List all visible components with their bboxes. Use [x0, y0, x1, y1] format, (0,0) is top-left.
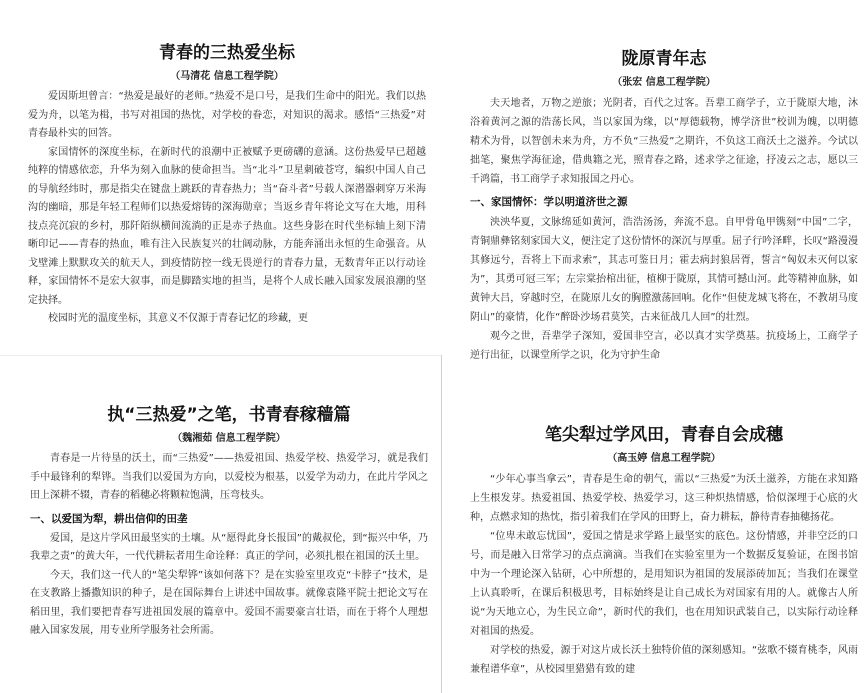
article-title: 执“三热爱”之笔，书青春稼穑篇 — [107, 405, 351, 425]
article-paragraph: 夫天地者，万物之逆旅；光阴者，百代之过客。吾辈工商学子，立于陇原大地，沐浴着黄河之源的浩荡长风，当以家国为缘，以“厚德载物，博学济世”校训为魄，以明德精术为骨，以智创未来为舟，方不负“三热爱”之期许，不负这工商沃土之滋养。今试以拙笔，聚焦学海征途，借典籍之光，照青春之路，述求学之征途，抒凌云之志，愿以三千鸿篇，书工商学子求知报国之丹心。 — [470, 98, 858, 185]
article-paragraph: “少年心事当拿云”，青春是生命的朝气，需以“三热爱”为沃土滋养，方能在求知路上生根发芽。热爱祖国、热爱学校、热爱学习，这三种炽热情感，恰似深埋于心底的火种，点燃求知的热忱，指引着我们在学风的田野上，奋力耕耘，静待青春抽穗扬花。 — [470, 474, 858, 523]
section-heading: 一、以爱国为犁，耕出信仰的田垄 — [30, 512, 188, 525]
article-page-2 — [470, 44, 858, 361]
article-paragraph: 家国情怀的深度坐标，在新时代的浪潮中正被赋予更磅礴的意涵。这份热爱早已超越纯粹的情感依恋，升华为刻入血脉的使命担当。当“北斗”卫星刺破苍穹，编织中国人自己的导航经纬时，那是指尖在键盘上跳跃的青春热力；当“奋斗者”号载人深潜器刺穿万米海沟的幽暗，那是年轻工程师们以热爱熔铸的深海勋章；当返乡青年将论文写在大地，用科技点亮沉寂的乡村，那阡陌纵横间流淌的正是赤子热血。这些身影在时代坐标轴上刻下清晰印记——青春的热血，唯有注入民族复兴的壮阔动脉，方能奔涌出永恒的生命强音。从戈壁滩上默默攻关的航天人，到疫情防控一线无畏逆行的青春力量，无数青年正以行动诠释，家国情怀不是宏大叙事，而是脚踏实地的担当，是将个人成长融入国家发展浪潮的坚定抉择。 — [28, 146, 426, 306]
article-title: 陇原青年志 — [621, 49, 707, 69]
section-heading: 一、家国情怀：学以明道济世之源 — [470, 196, 628, 208]
article-byline: （高玉婷 信息工程学院） — [607, 453, 721, 464]
article-paragraph: 校园时光的温度坐标，其意义不仅源于青春记忆的珍藏，更 — [48, 313, 308, 324]
article-page-3 — [30, 400, 428, 690]
article-paragraph: 泱泱华夏，文脉绵延如黄河，浩浩汤汤，奔流不息。自甲骨龟甲镌刻“中国”二字，青铜鼎彝铭刻家国大义，便注定了这份情怀的深沉与厚重。屈子行吟泽畔，长叹“路漫漫其修远兮，吾将上下而求索”，其志可鉴日月；霍去病封狼居胥，誓言“匈奴未灭何以家为”，其勇可冠三军；左宗棠抬棺出征，植柳于陇原，其情可撼山河。此等精神血脉，如黄钟大吕，穿越时空，在陇原儿女的胸膛激荡回响。化作“但使龙城飞将在，不教胡马度阴山”的豪情，化作“醉卧沙场君莫笑，古来征战几人回”的壮烈。 — [470, 217, 858, 323]
article-byline: （魏湘茹 信息工程学院） — [172, 433, 286, 444]
article-paragraph: 青春是一片待垦的沃土，而“三热爱”——热爱祖国、热爱学校、热爱学习，就是我们手中最锋利的犁铧。当我们以爱国为方向，以爱校为根基，以爱学为动力，在此片学风之田上深耕不辍，青春的稻穗必将颗粒饱满，压弯枝头。 — [30, 453, 428, 501]
article-paragraph: 对学校的热爱，源于对这片成长沃土独特价值的深刻感知。“弦歌不辍育桃李，风雨兼程谱华章”，从校园里猎猎有致的建 — [470, 645, 858, 675]
article-paragraph: “位卑未敢忘忧国”，爱国之情是求学路上最坚实的底色。这份情感，并非空泛的口号，而是融入日常学习的点点滴滴。当我们在实验室里为一个数据反复验证，在图书馆中为一个理论深入钻研，心中所想的，是用知识为祖国的发展添砖加瓦；当我们在课堂上认真聆听，在课后积极思考，目标始终是让自己成长为对国家有用的人。就像古人所说“为天地立心，为生民立命”，新时代的我们，也在用知识武装自己，以实际行动诠释对祖国的热爱。 — [470, 531, 858, 637]
article-byline: （马清花 信息工程学院） — [170, 71, 284, 82]
article-title: 青春的三热爱坐标 — [159, 43, 295, 63]
article-paragraph: 观今之世，吾辈学子深知，爱国非空言，必以真才实学奠基。抗疫场上，工商学子逆行出征，以课堂所学之识，化为守护生命 — [470, 331, 858, 361]
article-page-1 — [28, 38, 426, 340]
article-byline: （张宏 信息工程学院） — [612, 77, 716, 88]
article-paragraph: 今天，我们这一代人的“笔尖犁铧”该如何落下？是在实验室里攻克“卡脖子”技术，是在支教路上播撒知识的种子，是在国际舞台上讲述中国故事。就像袁隆平院士把论文写在稻田里，我们要把青春写进祖国发展的篇章中。爱国不需要豪言壮语，而在于将个人理想融入国家发展，用专业所学服务社会所需。 — [30, 569, 428, 636]
article-page-4 — [470, 420, 858, 690]
article-paragraph: 爱国，是这片学风田最坚实的土壤。从“愿得此身长报国”的戴叔伦，到“振兴中华，乃我辈之责”的黄大年，一代代耕耘者用生命诠释：真正的学问，必须扎根在祖国的沃土里。 — [30, 532, 428, 562]
article-title: 笔尖犁过学风田，青春自会成穗 — [545, 425, 783, 445]
page-divider-vertical — [441, 355, 442, 693]
page-divider-horizontal — [0, 355, 441, 356]
article-paragraph: 爱因斯坦曾言：“热爱是最好的老师。”热爱不是口号，是我们生命中的阳光。我们以热爱为舟，以笔为楫，书写对祖国的热忱，对学校的眷恋，对知识的渴求。感悟“三热爱”对青春最朴实的回答。 — [28, 91, 426, 139]
